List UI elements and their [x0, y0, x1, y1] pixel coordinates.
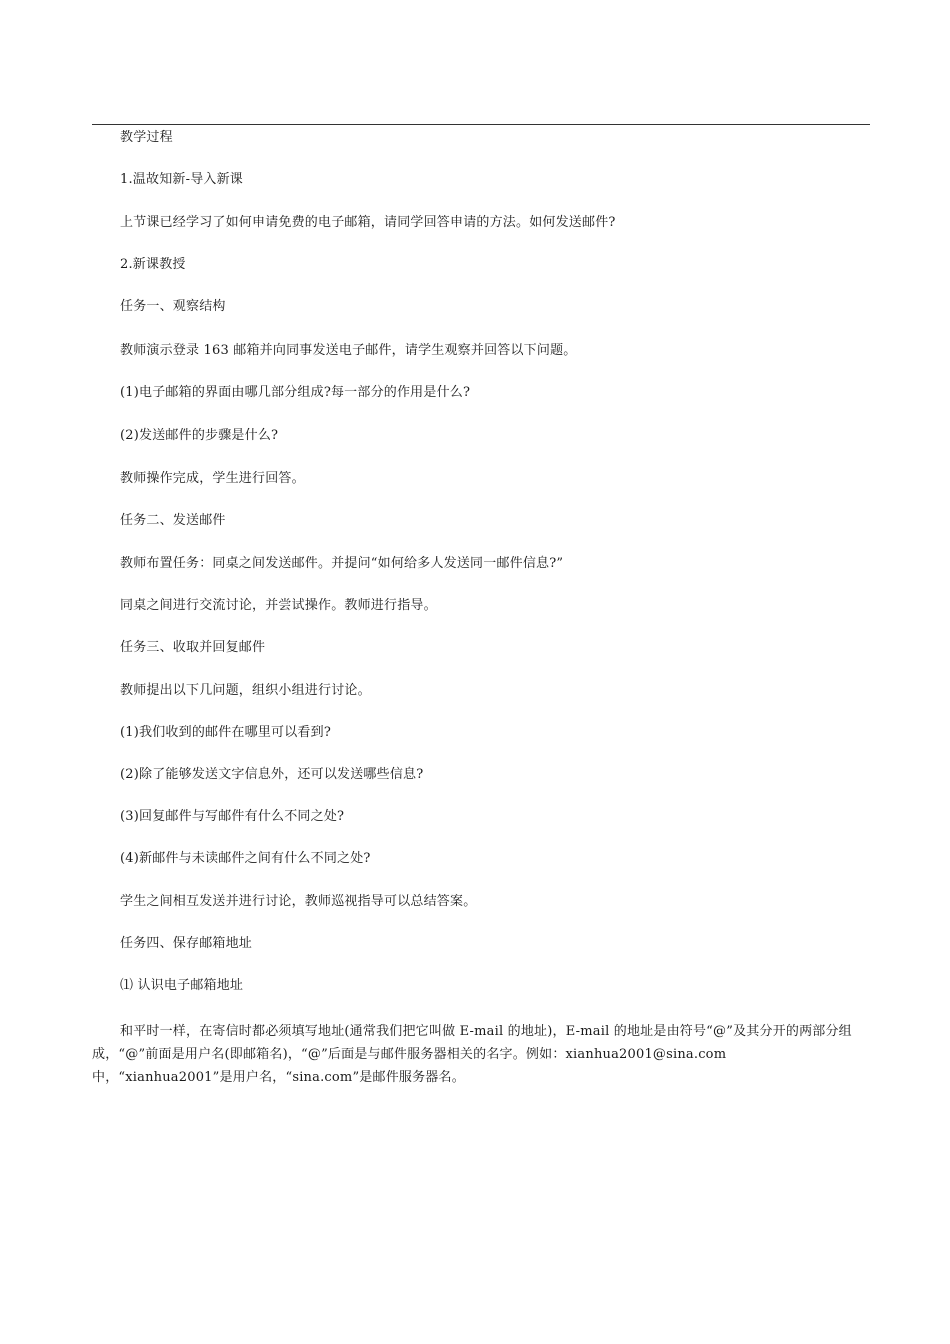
body-text: 教师操作完成，学生进行回答。 — [120, 471, 305, 486]
step-heading: 1.温故知新-导入新课 — [120, 172, 243, 187]
question-item: (2)除了能够发送文字信息外，还可以发送哪些信息? — [120, 767, 424, 782]
body-text: 上节课已经学习了如何申请免费的电子邮箱，请同学回答申请的方法。如何发送邮件? — [120, 215, 616, 230]
body-text: 教师演示登录 163 邮箱并向同事发送电子邮件，请学生观察并回答以下问题。 — [120, 343, 577, 358]
question-item: (4)新邮件与未读邮件之间有什么不同之处? — [120, 851, 371, 866]
task-heading: 任务三、收取并回复邮件 — [120, 640, 266, 655]
task-heading: 任务一、观察结构 — [120, 299, 226, 314]
question-item: (1)我们收到的邮件在哪里可以看到? — [120, 725, 331, 740]
body-text: 教师布置任务：同桌之间发送邮件。并提问“如何给多人发送同一邮件信息?” — [120, 556, 564, 571]
body-text: 教师提出以下几问题，组织小组进行讨论。 — [120, 683, 371, 698]
question-item: (2)发送邮件的步骤是什么? — [120, 428, 279, 443]
sub-item: ⑴ 认识电子邮箱地址 — [120, 978, 244, 993]
header-rule — [92, 124, 870, 125]
question-item: (3)回复邮件与写邮件有什么不同之处? — [120, 809, 345, 824]
task-heading: 任务四、保存邮箱地址 — [120, 936, 253, 951]
task-heading: 任务二、发送邮件 — [120, 513, 226, 528]
question-item: (1)电子邮箱的界面由哪几部分组成?每一部分的作用是什么? — [120, 385, 471, 400]
email-address-paragraph: 和平时一样，在寄信时都必须填写地址(通常我们把它叫做 E-mail 的地址)，E-mail 的地址是由符号“@”及其分开的两部分组成，“@”前面是用户名(即邮箱名)，“@”后面是与邮件服务器相关的名字。例如：xianhua2001@sina.com 中，“xianhua2001”是用户名，“sina.com”是邮件服务器名。 — [92, 1024, 852, 1085]
body-text: 学生之间相互发送并进行讨论，教师巡视指导可以总结答案。 — [120, 894, 477, 909]
step-heading: 2.新课教授 — [120, 257, 186, 272]
section-heading: 教学过程 — [120, 130, 173, 145]
body-text: 同桌之间进行交流讨论，并尝试操作。教师进行指导。 — [120, 598, 437, 613]
